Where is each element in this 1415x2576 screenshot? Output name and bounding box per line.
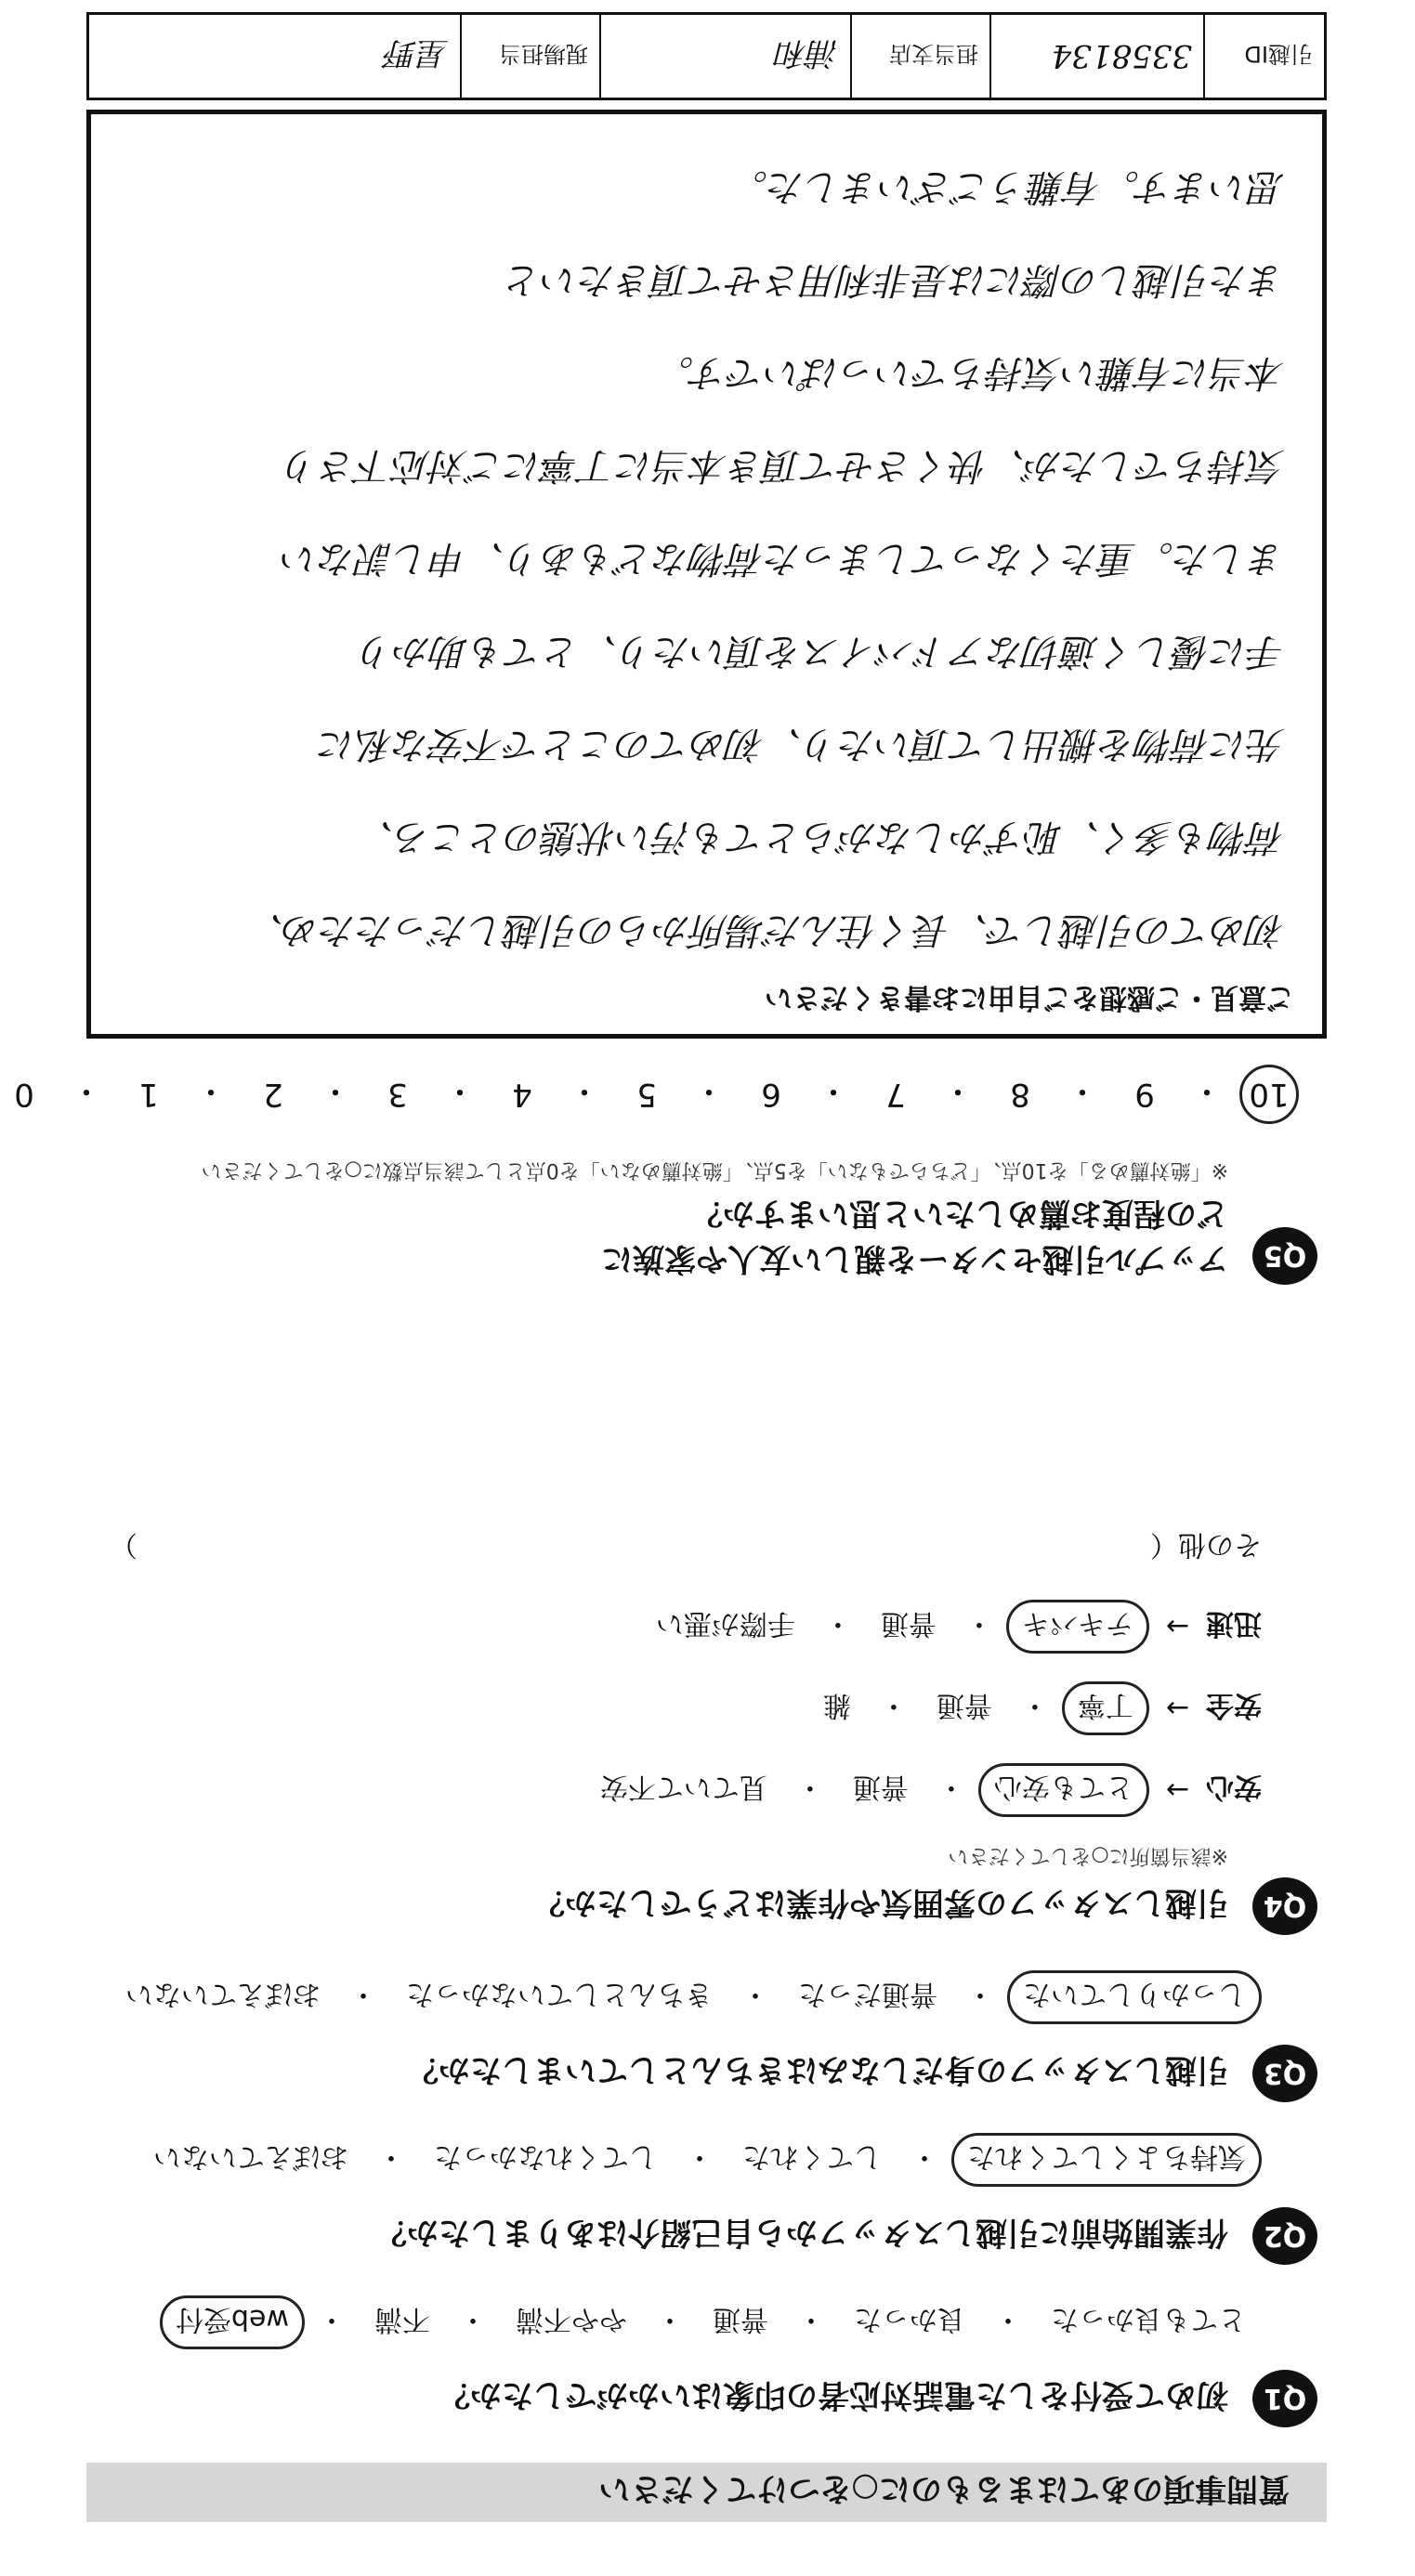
q1-option-selected[interactable]: web受付 bbox=[160, 2295, 305, 2349]
comment-line: 荷物も多く、恥ずかしながらとても汚い状態のところ、 bbox=[356, 816, 1285, 858]
q3-option[interactable]: 普通だった bbox=[798, 1978, 937, 2010]
q4-row-label: 安心 bbox=[1206, 1771, 1262, 1803]
q3-option[interactable]: きちんとしていなかった bbox=[406, 1978, 713, 2010]
comment-line: 先に荷物を搬出して頂いたり、初めてのことで不安な私に bbox=[319, 723, 1285, 765]
branch-value: 浦和 bbox=[599, 15, 850, 98]
q5-score[interactable]: 4 bbox=[512, 1076, 532, 1113]
q5-question-line2: どの程度お薦めしたいと思いますか？ bbox=[691, 1195, 1228, 1232]
q4-option-selected[interactable]: テキパキ bbox=[1006, 1600, 1149, 1654]
q4-question: 引越しスタッフの雰囲気や作業はどうでしたか？ bbox=[533, 1884, 1228, 1922]
q1-option[interactable]: 普通 bbox=[713, 2303, 768, 2335]
q4-badge: Q4 bbox=[1252, 1877, 1317, 1935]
id-label: 引越ID bbox=[1203, 15, 1324, 98]
q1-option[interactable]: 良かった bbox=[854, 2303, 965, 2335]
q1-option[interactable]: 不満 bbox=[374, 2303, 430, 2335]
comment-line: 思います。有難うございました。 bbox=[730, 165, 1285, 208]
q4-option[interactable]: 普通 bbox=[936, 1689, 992, 1721]
q5-score[interactable]: 6 bbox=[761, 1076, 781, 1113]
q4-other-row bbox=[110, 1527, 1262, 1568]
q5-scale: 10 ・ 9 ・ 8 ・ 7 ・ 6 ・ 5 ・ 4 ・ 3 ・ 2 ・ 1 ・ 0 bbox=[0, 1065, 1299, 1124]
office-use-strip bbox=[86, 12, 1327, 100]
comment-line: 手に優しく適切なアドバイスを頂いたり、とても助かり bbox=[357, 630, 1285, 673]
q4-row-anshin: 安心 → とても安心 ・ 普通 ・ 見ていて不安 bbox=[110, 1763, 1262, 1817]
q3-block bbox=[110, 1970, 1317, 2102]
q5-score[interactable]: 3 bbox=[387, 1076, 408, 1113]
q4-other-close: ） bbox=[110, 1528, 138, 1561]
q5-score[interactable]: 2 bbox=[263, 1076, 283, 1113]
q3-option-selected[interactable]: しっかりしていた bbox=[1007, 1970, 1262, 2024]
q1-badge: Q1 bbox=[1252, 2370, 1317, 2427]
staff-label: 現場担当 bbox=[460, 15, 599, 98]
q2-options: 気持ちよくしてくれた ・ してくれた ・ してくれなかった ・ おぼえていない bbox=[138, 2133, 1262, 2187]
q4-option[interactable]: 普通 bbox=[880, 1607, 937, 1640]
comment-line: また引越しの際には是非利用させて頂きたいと bbox=[504, 258, 1285, 301]
q2-option[interactable]: おぼえていない bbox=[153, 2140, 348, 2173]
q4-other-label: その他（ bbox=[1150, 1528, 1262, 1561]
q3-option[interactable]: おぼえていない bbox=[125, 1978, 321, 2010]
staff-value: 星野 bbox=[386, 34, 449, 72]
q2-badge: Q2 bbox=[1252, 2207, 1317, 2265]
q4-option[interactable]: 見ていて不安 bbox=[599, 1771, 767, 1803]
comment-line: ました。重たくなってしまった荷物などもあり、申し訳ない bbox=[282, 537, 1285, 580]
instruction-text: 質問事項のあてはまるものに○をつけてください bbox=[598, 2470, 1290, 2508]
q4-option-selected[interactable]: とても安心 bbox=[978, 1763, 1149, 1817]
comment-title: ご意見・ご感想をご自由にお書きください bbox=[765, 981, 1294, 1013]
q4-row-label: 迅速 bbox=[1206, 1607, 1262, 1640]
q4-option[interactable]: 雑 bbox=[822, 1689, 851, 1721]
q5-score-selected[interactable]: 10 bbox=[1239, 1065, 1299, 1124]
q1-option[interactable]: やや不満 bbox=[516, 2303, 627, 2335]
instruction-band bbox=[86, 2463, 1327, 2522]
q3-question: 引越しスタッフの身だしなみはきちんとしていましたか？ bbox=[407, 2051, 1228, 2089]
comment-box[interactable] bbox=[86, 110, 1327, 1039]
id-value: 3358134 bbox=[989, 15, 1203, 98]
q5-question-line1: アップル引越センターを親しい友人や家族に bbox=[601, 1240, 1228, 1277]
q5-block bbox=[0, 1065, 1317, 1285]
q2-question: 作業開始前に引越しスタッフから自己紹介はありましたか？ bbox=[375, 2214, 1228, 2252]
q3-options: しっかりしていた ・ 普通だった ・ きちんとしていなかった ・ おぼえていない bbox=[110, 1970, 1262, 2024]
q2-option[interactable]: してくれなかった bbox=[434, 2140, 657, 2173]
q4-option[interactable]: 普通 bbox=[852, 1771, 909, 1803]
q5-score[interactable]: 0 bbox=[14, 1076, 34, 1113]
q4-option-selected[interactable]: 丁寧 bbox=[1062, 1681, 1149, 1735]
q4-block bbox=[110, 1527, 1317, 1935]
q1-option[interactable]: とても良かった bbox=[1051, 2303, 1246, 2335]
q5-note: ※「絶対薦める」を10点、「どちらでもない」を5点、「絶対薦めない」を0点として該当点数に○をしてください bbox=[201, 1158, 1228, 1182]
q5-score[interactable]: 1 bbox=[138, 1076, 159, 1113]
q1-question: 初めて受付をした電話対応者の印象はいかがでしたか？ bbox=[439, 2376, 1228, 2414]
q2-option[interactable]: してくれた bbox=[742, 2140, 882, 2173]
q2-option-selected[interactable]: 気持ちよくしてくれた bbox=[951, 2133, 1262, 2187]
comment-line: 気持ちでしたが、快くさせて頂き本当に丁寧にご対応下さり bbox=[282, 444, 1285, 487]
q4-note: ※該当箇所に○をしてください bbox=[948, 1844, 1228, 1867]
q5-score[interactable]: 5 bbox=[636, 1076, 657, 1113]
q5-badge: Q5 bbox=[1252, 1227, 1317, 1285]
comment-line: 本当に有難い気持ちでいっぱいです。 bbox=[656, 351, 1285, 394]
q3-badge: Q3 bbox=[1252, 2045, 1317, 2102]
q4-row-anzen: 安全 → 丁寧 ・ 普通 ・ 雑 bbox=[110, 1681, 1262, 1735]
q4-row-jinsoku: 迅速 → テキパキ ・ 普通 ・ 手際が悪い bbox=[110, 1600, 1262, 1654]
q4-row-label: 安全 bbox=[1206, 1689, 1262, 1721]
q1-block bbox=[160, 2295, 1317, 2427]
q5-score[interactable]: 9 bbox=[1134, 1076, 1155, 1113]
q2-block bbox=[138, 2133, 1317, 2265]
q5-score[interactable]: 8 bbox=[1010, 1076, 1030, 1113]
comment-line: 初めての引越しで、長く住んだ場所からの引越しだったため、 bbox=[246, 909, 1285, 951]
q4-option[interactable]: 手際が悪い bbox=[655, 1607, 795, 1640]
branch-label: 担当支店 bbox=[850, 15, 989, 98]
q5-score[interactable]: 7 bbox=[885, 1076, 906, 1113]
q1-options: とても良かった ・ 良かった ・ 普通 ・ やや不満 ・ 不満 ・ web受付 bbox=[160, 2295, 1262, 2349]
